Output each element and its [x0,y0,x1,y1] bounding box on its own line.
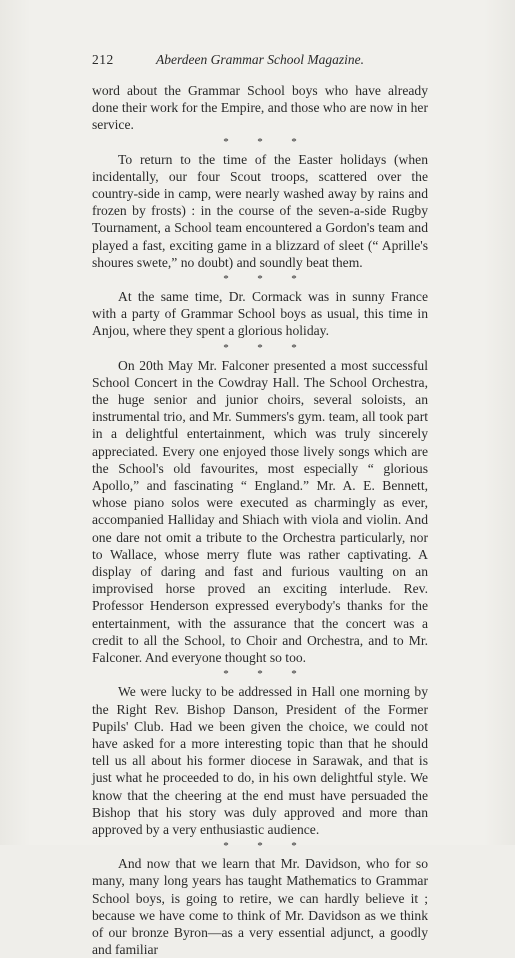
separator-star: * [223,135,229,148]
separator-star: * [291,341,297,354]
section-separator-3 [92,340,428,357]
running-title: Aberdeen Grammar School Magazine. [156,52,364,67]
separator-star: * [257,840,263,853]
page-header [92,51,428,69]
separator-star: * [257,273,263,286]
separator-star: * [291,273,297,286]
paragraph-3: At the same time, Dr. Cormack was in sunny France with a party of Grammar School boys as usual, this time in Anjou, where they spent a glorious holiday. [92,289,428,339]
separator-star: * [291,668,297,681]
separator-star: * [223,840,229,853]
section-separator-5 [92,838,428,855]
separator-star: * [257,341,263,354]
paragraph-4: On 20th May Mr. Falconer presented a most successful School Concert in the Cowdray Hall. The School Orchestra, the huge senior and junior choirs, several soloists, an instrumental trio, and Mr. Summers's gym. team, all took part in a delightful entertainment, which was truly sincerely appreciated. Every one enjoyed those lively songs which are the School's old favourites, most especially “ glorious Apollo,” and fascinating “ England.” Mr. A. E. Bennett, whose piano solos were executed as charmingly as ever, accompanied Halliday and Shiach with viola and violin. And one dare not omit a tribute to the Orchestra particularly, nor to Wallace, whose merry flute was rather captivating. A display of daring and fast and furious vaulting on an improvised horse proved an exciting interlude. Rev. Professor Henderson expressed everybody's thanks for the entertainment, with the assurance that the concert was a credit to all the School, to Choir and Orchestra, and to Mr. Falconer. And everyone thought so too. [92,357,428,666]
paragraph-1: word about the Grammar School boys who have already done their work for the Empire, and those who are now in her service. [92,83,428,133]
separator-star: * [223,668,229,681]
section-separator-1 [92,134,428,151]
separator-star: * [291,135,297,148]
paragraph-2: To return to the time of the Easter holidays (when incidentally, our four Scout troops, scattered over the country-side in camp, were nearly washed away by rains and frozen by frosts) : in the course of the seven-a-side Rugby Tournament, a School team encountered a Gordon's team and played a fast, exciting game in a blizzard of sleet (“ Aprille's shoures swete,” no doubt) and soundly beat them. [92,151,428,270]
article-body [92,82,428,958]
separator-star: * [223,341,229,354]
separator-star: * [291,840,297,853]
paragraph-5: We were lucky to be addressed in Hall one morning by the Right Rev. Bishop Danson, President of the Former Pupils' Club. Had we been given the choice, we could not have asked for a more interesting topic than that he should tell us all about his former diocese in Sarawak, and that is just what he proceeded to do, in his own delightful style. We know that the cheering at the end must have persuaded the Bishop that his story was duly approved and more than approved by a very enthusiastic audience. [92,684,428,837]
separator-star: * [257,135,263,148]
page-number: 212 [92,52,114,67]
separator-star: * [257,668,263,681]
section-separator-4 [92,666,428,683]
section-separator-2 [92,271,428,288]
separator-star: * [223,273,229,286]
paragraph-6: And now that we learn that Mr. Davidson, who for so many, many long years has taught Mathematics to Grammar School boys, is going to retire, we can hardly believe it ; because we have come to think of Mr. Davidson as we think of our bronze Byron—as a very essential adjunct, a goodly and familiar [92,856,428,958]
